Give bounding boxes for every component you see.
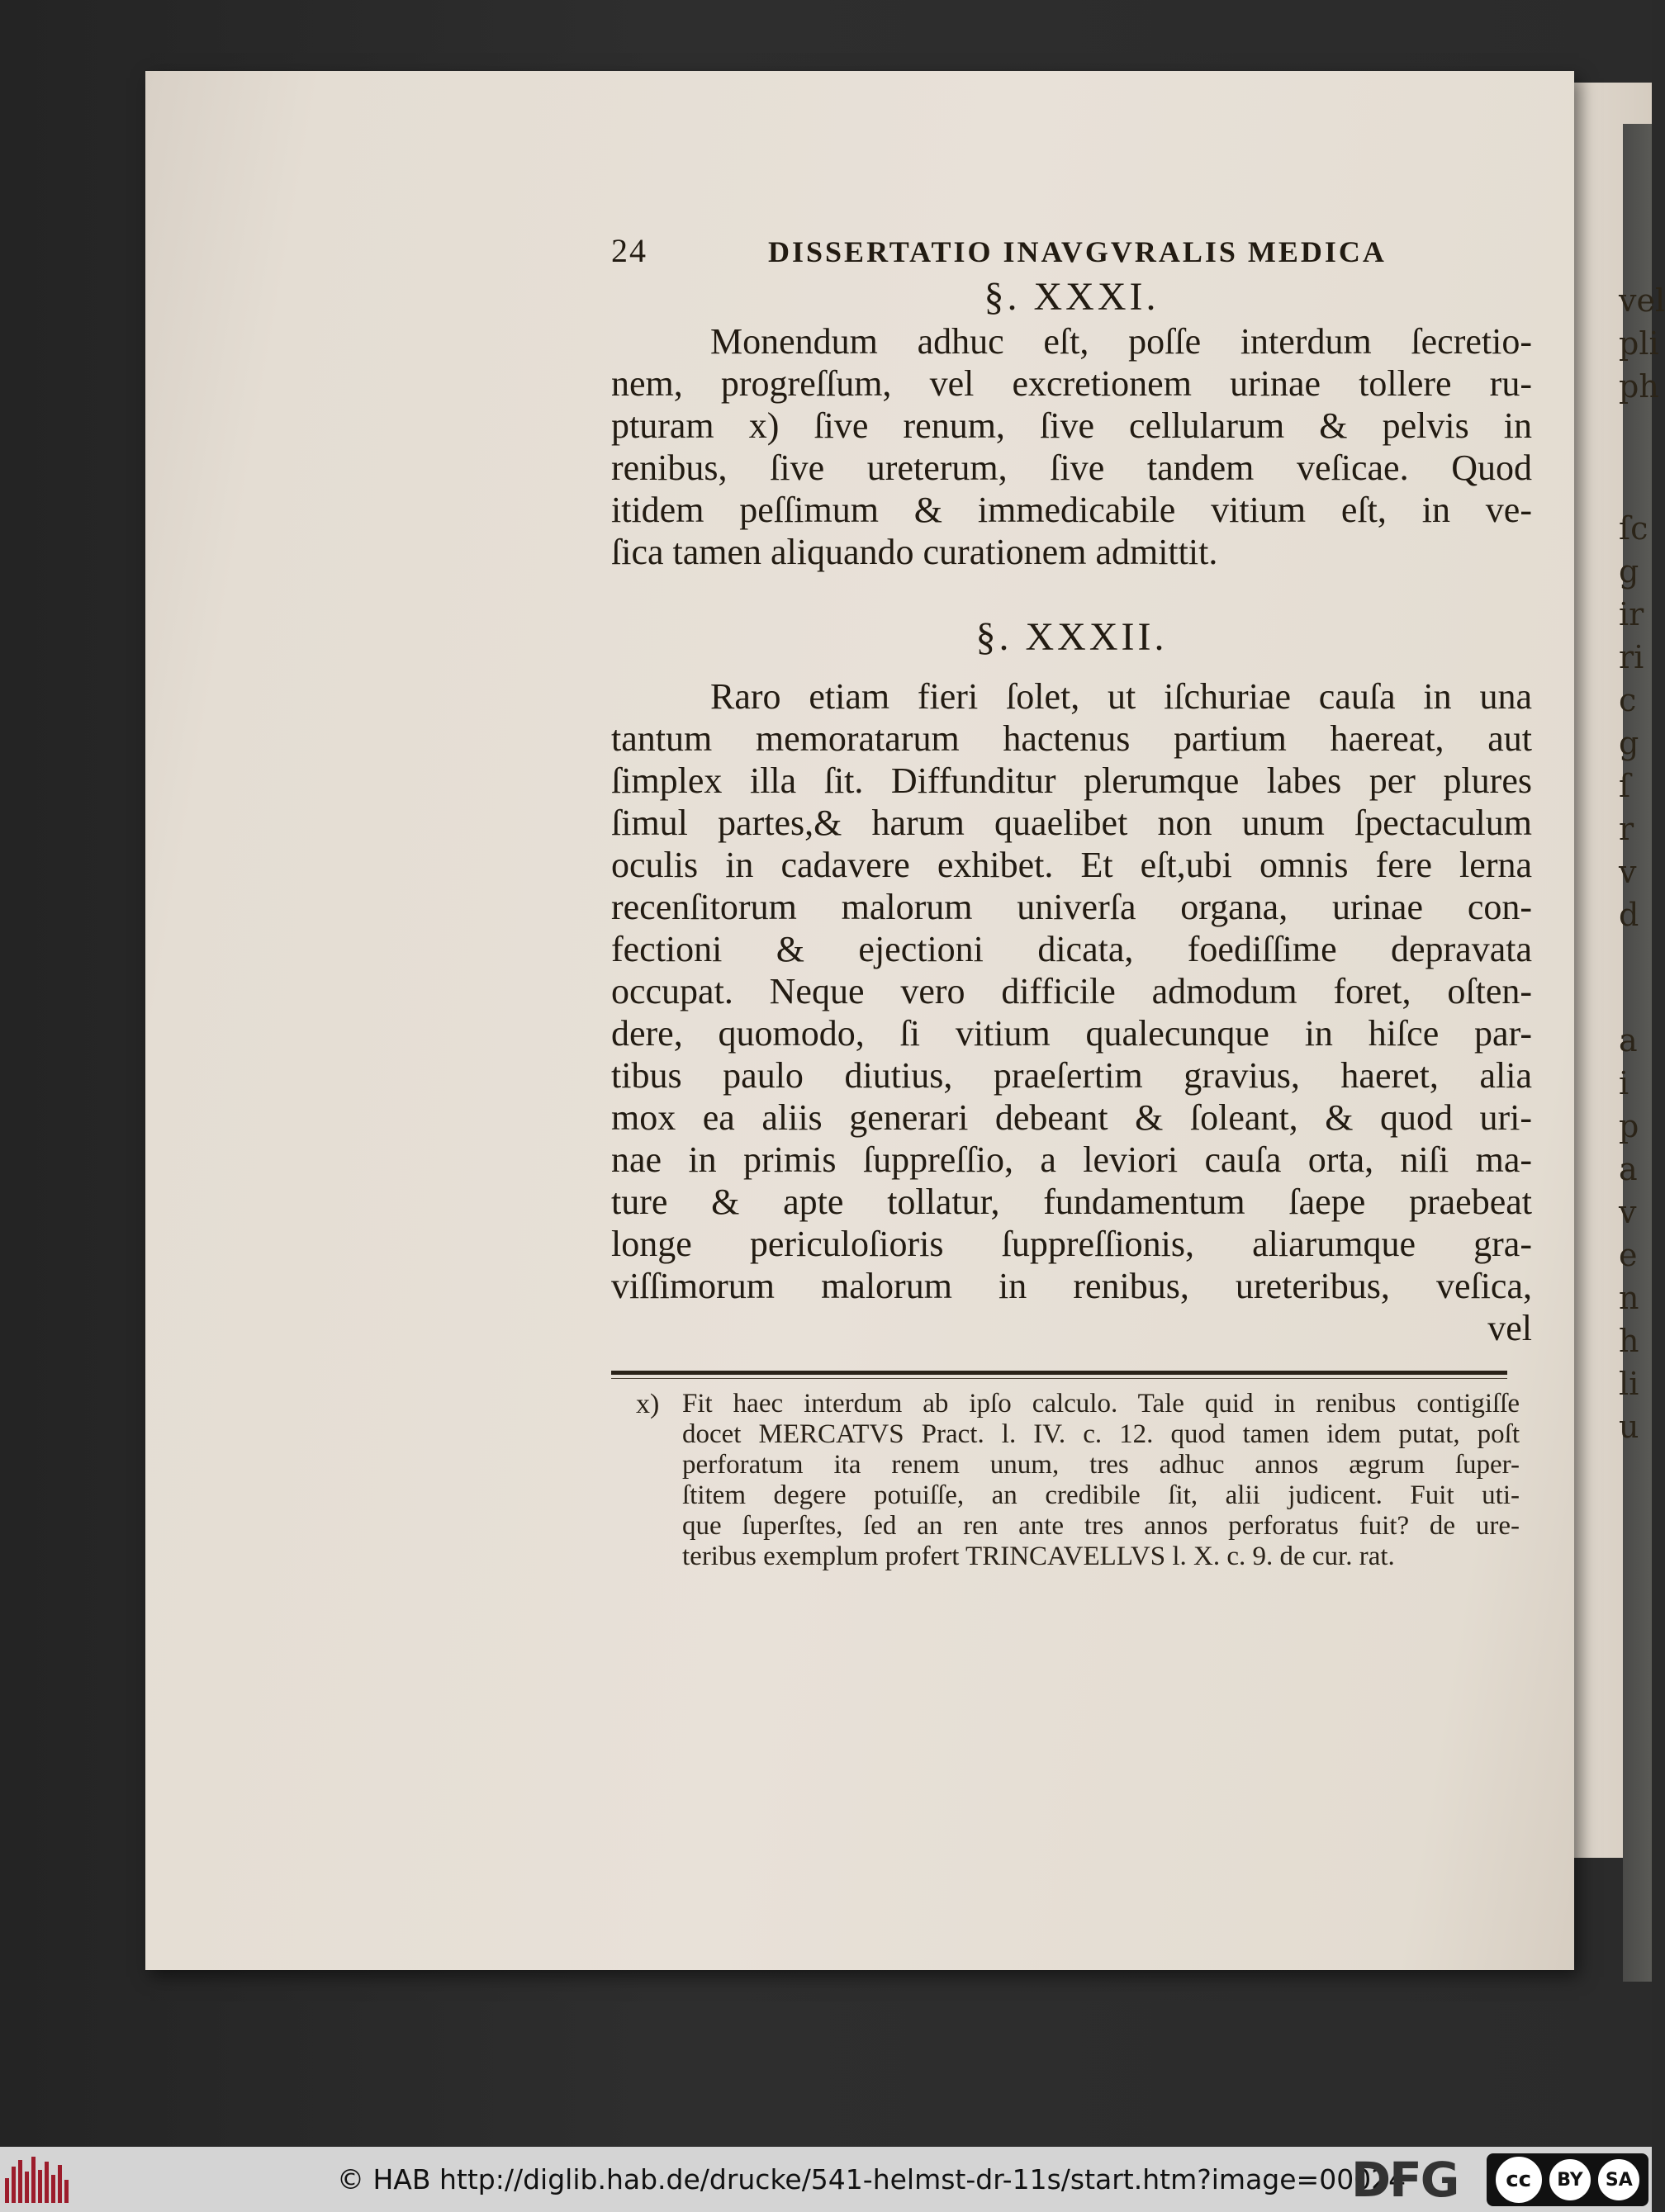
footnote-line: docet MERCATVS Pract. l. IV. c. 12. quod tamen idem putat, poſt [682, 1419, 1520, 1449]
cc-icon: cc [1496, 2157, 1542, 2203]
page-number: 24 [611, 232, 648, 269]
text-line: itidem peſſimum & immedicabile vitium eſt, in ve- [611, 490, 1532, 530]
sa-icon: SA [1598, 2159, 1639, 2200]
catchword: vel [1487, 1308, 1532, 1348]
footnote-line: perforatum ita renem unum, tres adhuc annos ægrum ſuper- [682, 1450, 1520, 1480]
running-head [611, 231, 1532, 272]
text-line: Monendum adhuc eſt, poſſe interdum ſecretio- [710, 321, 1532, 362]
text-line: fectioni & ejectioni dicata, foediſſime depravata [611, 929, 1532, 969]
text-line: dere, quomodo, ſi vitium qualecunque in hiſce par- [611, 1013, 1532, 1054]
text-line: occupat. Neque vero difficile admodum foret, oſten- [611, 971, 1532, 1011]
text-line: longe periculoſioris ſuppreſſionis, aliarumque gra- [611, 1224, 1532, 1264]
running-title: DISSERTATIO INAVGVRALIS MEDICA [768, 235, 1387, 268]
facing-page-text: vel pli ph ſc g ir ri c g ſ r v d a i p a v e n h li u [1619, 282, 1665, 1445]
footnote-line: ſtitem degere potuiſſe, an credibile ſit, alii judicent. Fuit uti- [682, 1480, 1520, 1510]
section-heading-xxxii: §. XXXII. [975, 615, 1168, 659]
text-line: pturam x) ſive renum, ſive cellularum & pelvis in [611, 405, 1532, 446]
text-line: tantum memoratarum hactenus partium haereat, aut [611, 718, 1532, 759]
text-line: viſſimorum malorum in renibus, ureteribus, veſica, [611, 1266, 1532, 1306]
hab-logo-icon[interactable] [5, 2157, 69, 2203]
text-line: renibus, ſive ureterum, ſive tandem veſicae. Quod [611, 448, 1532, 488]
text-line: ture & apte tollatur, fundamentum ſaepe praebeat [611, 1182, 1532, 1222]
page-text [611, 231, 1532, 1349]
footnote-block [636, 1389, 1520, 1572]
dfg-logo[interactable]: DFG [1351, 2152, 1459, 2208]
section-heading-xxxi: §. XXXI. [984, 275, 1160, 319]
text-line: ſica tamen aliquando curationem admittit. [611, 532, 1218, 572]
text-line: ſimul partes,& harum quaelibet non unum ſpectaculum [611, 803, 1532, 843]
footnote-rule-thin [611, 1378, 1507, 1379]
footnote-line: que ſuperſtes, ſed an ren ante tres annos perforatus fuit? de ure- [682, 1511, 1520, 1541]
footnote-line: teribus exemplum profert TRINCAVELLVS l. X. c. 9. de cur. rat. [682, 1542, 1395, 1571]
text-line: nae in primis ſuppreſſio, a leviori cauſa orta, niſi ma- [611, 1139, 1532, 1180]
text-line: ſimplex illa ſit. Diffunditur plerumque labes per plures [611, 760, 1532, 801]
by-icon: BY [1549, 2159, 1591, 2200]
text-line: oculis in cadavere exhibet. Et eſt,ubi omnis fere lerna [611, 845, 1532, 885]
text-line: tibus paulo diutius, praeſertim gravius, haeret, alia [611, 1055, 1532, 1096]
text-line: Raro etiam fieri ſolet, ut iſchuriae cauſa in una [710, 676, 1532, 717]
cc-license-badge[interactable] [1487, 2153, 1648, 2206]
text-line: nem, progreſſum, vel excretionem urinae tollere ru- [611, 363, 1532, 404]
footnote-mark: x) [636, 1389, 660, 1419]
text-line: recenſitorum malorum univerſa organa, urinae con- [611, 887, 1532, 927]
viewer-footer [0, 2147, 1652, 2212]
text-line: mox ea aliis generari debeant & ſoleant, & quod uri- [611, 1097, 1532, 1138]
copyright-link[interactable]: © HAB http://diglib.hab.de/drucke/541-helmst-dr-11s/start.htm?image=00024 [337, 2163, 1406, 2195]
footnote-rule [611, 1371, 1507, 1375]
footnote-line: Fit haec interdum ab ipſo calculo. Tale quid in renibus contigiſſe [682, 1389, 1520, 1419]
